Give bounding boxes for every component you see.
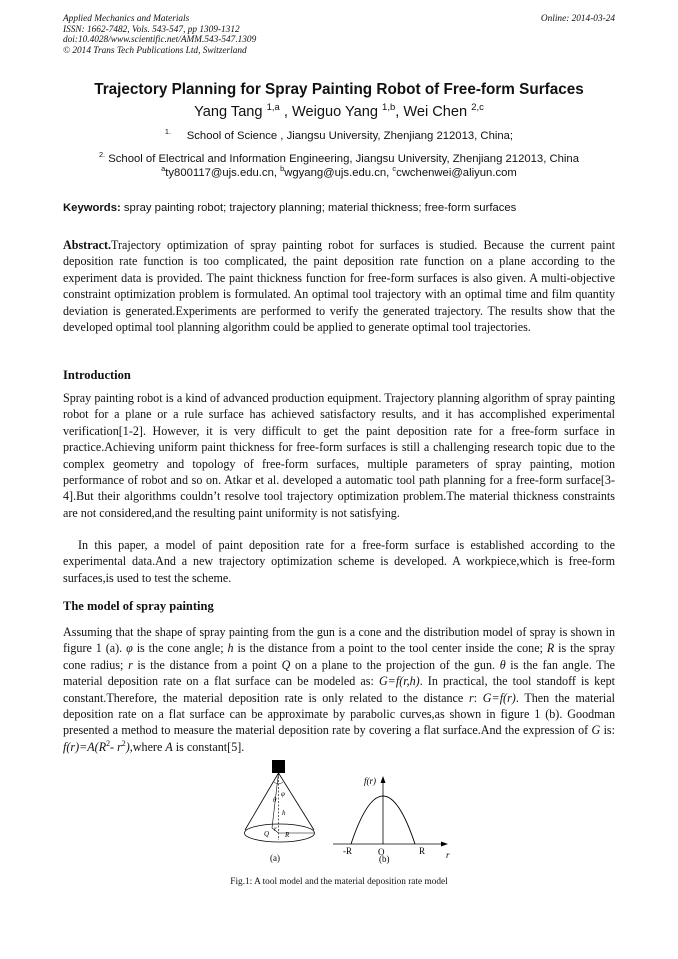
- affiliation-mark: 1.: [164, 127, 172, 137]
- author-name: Wei Chen: [403, 104, 468, 120]
- author-superscript: 1,b: [382, 102, 396, 114]
- subfig-a-label: (a): [270, 853, 280, 863]
- introduction-heading: Introduction: [63, 368, 131, 382]
- author-name: Yang Tang: [194, 104, 263, 120]
- tool-model-diagram: [245, 760, 315, 863]
- affiliation-2: [0, 150, 678, 165]
- page-header: [63, 14, 615, 56]
- pos-r-label: R: [419, 846, 426, 856]
- email-a[interactable]: ty800117@ujs.edu.cn,: [165, 167, 281, 179]
- intro-paragraph-2: In this paper, a model of paint deposition rate for a free-form surface is established according to the experimental data.And a new trajectory optimization scheme is developed. A workpiece,which is free-form surfaces,is used to test the scheme.: [63, 538, 615, 585]
- keywords-label: Keywords:: [63, 202, 121, 214]
- deposition-rate-chart: [333, 776, 450, 864]
- h-label: h: [282, 809, 286, 817]
- spray-gun-icon: [272, 760, 285, 773]
- model-heading: The model of spray painting: [63, 599, 214, 613]
- neg-r-label: -R: [343, 846, 352, 856]
- abstract: [63, 237, 615, 335]
- author-superscript: 2,c: [471, 102, 484, 114]
- email-line: $^a$ty800117@ujs.edu.cn, $^b$wgyang@ujs.edu.cn, $^c$cwchenwei@aliyun.com: [161, 164, 517, 179]
- origin-label: O: [378, 847, 385, 857]
- arrow-right-icon: [441, 842, 448, 847]
- author-list: Yang Tang $^{1,a}$ , Weiguo Yang $^{1,b}$, Wei Chen $^{2,c}$: [194, 102, 484, 120]
- intro-paragraph-1: Spray painting robot is a kind of advanced production equipment. Trajectory planning algorithm of spray painting robot for a plane or a rule surface has achieved satisfactory results, and it has accomplished experimental verification[1-2]. However, it is very difficult to get the paint deposition rate for a free-form surface in practice.Achieving uniform paint thickness for free-form surfaces is still a challenging research topic due to the complex geometry and topology of free-form surfaces, multiple parameters of spray painting, motion performance of robot and so on. Atkar et al. developed a automatic tool path planning for a free-form surface[3-4].But their algorithms couldn’t resolve tool trajectory optimization problem.The material thickness constraints are not considered,and the resulting paint uniformity is not satisfying.: [63, 391, 615, 520]
- author-name: Weiguo Yang: [291, 104, 378, 120]
- issn-line: ISSN: 1662-7482, Vols. 543-547, pp 1309-1312: [63, 24, 240, 35]
- r-label: r: [274, 825, 277, 833]
- copyright-line: © 2014 Trans Tech Publications Ltd, Switzerland: [63, 45, 247, 56]
- figure-1: [230, 760, 470, 870]
- paper-title: Trajectory Planning for Spray Painting Robot of Free-form Surfaces: [94, 81, 584, 98]
- theta-label: θ: [273, 796, 277, 804]
- abstract-text: Trajectory optimization of spray painting robot for surfaces is studied. Because the current paint deposition rate function is too complicated, the paint deposition rate function on a plane according to the experiment data is provided. The paint thickness function for free-form surfaces is also given. A multi-objective constraint optimization problem is formulated. An optimal tool trajectory with an optimal time and film quantity deviation is generated.Experiments are performed to verify the generated trajectory. The results show that the developed optimal tool planning algorithm could be applied to generate optimal tool trajectories.: [63, 238, 615, 335]
- big-r-label: R: [285, 831, 290, 839]
- email-c[interactable]: cwchenwei@aliyun.com: [396, 167, 517, 179]
- arrow-up-icon: [381, 776, 386, 783]
- keywords-text: spray painting robot; trajectory planning; material thickness; free-form surfaces: [120, 202, 517, 214]
- figure-caption: Fig.1: A tool model and the material deposition rate model: [230, 877, 448, 887]
- phi-label: φ: [281, 790, 285, 798]
- doi-line: doi:10.4028/www.scientific.net/AMM.543-547.1309: [63, 35, 257, 46]
- journal-name: Applied Mechanics and Materials: [63, 14, 190, 24]
- subfig-b-label: (b): [379, 854, 390, 864]
- author-superscript: 1,a: [266, 102, 280, 114]
- r-axis-label: r: [446, 850, 450, 860]
- email-b[interactable]: wgyang@ujs.edu.cn,: [284, 167, 393, 179]
- model-paragraph: Assuming that the shape of spray painting from the gun is a cone and the distribution model of spray is shown in figure 1 (a). φ is the cone angle; h is the distance from a point to the tool center inside the cone; R is the spray cone radius; r is the distance from a point Q on a plane to the projection of the gun. θ is the fan angle. The material deposition rate on a flat surface can be modeled as: G=f(r,h). In practical, the tool standoff is kept constant.Therefore, the material deposition rate is only related to the distance r: G=f(r). Then the material deposition rate on a flat surface can be approximate by parabolic curves,as shown in figure 1 (b). Goodman presented a method to measure the material deposition rate by covering a flat surface.And the expression of G is: $f(r)=A(R^2-$ $r^2),where$ A is constant[5].: [63, 625, 616, 754]
- online-date: Online: 2014-03-24: [540, 14, 615, 24]
- affiliation-1: [0, 127, 678, 142]
- fr-axis-label: f(r): [364, 776, 376, 786]
- abstract-label: Abstract.: [63, 238, 112, 252]
- affiliation-mark: 2.: [98, 150, 106, 160]
- affiliation-text: School of Science , Jiangsu University, Zhenjiang 212013, China;: [186, 130, 514, 142]
- affiliation-text: School of Electrical and Information Engineering, Jiangsu University, Zhenjiang 212013, China: [108, 153, 580, 165]
- keywords: [63, 202, 516, 214]
- q-label: Q: [264, 830, 270, 838]
